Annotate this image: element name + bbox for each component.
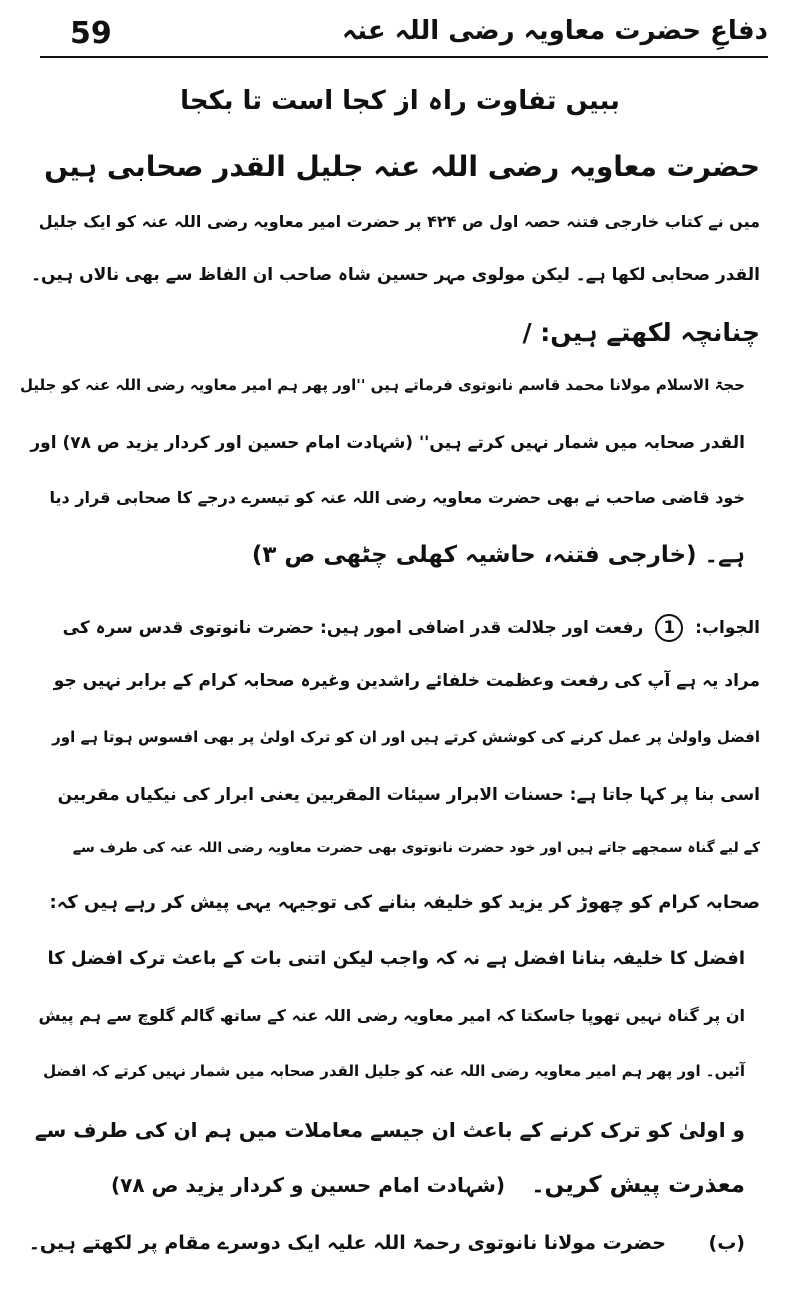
sub-point-text: حضرت مولانا نانوتوی رحمۃ اللہ علیہ ایک دوسرے مقام پر لکھتے ہیں۔ — [28, 1232, 666, 1254]
section-heading: حضرت معاویہ رضی اللہ عنہ جلیل القدر صحابی ہیں — [44, 150, 760, 183]
paragraph-line: القدر صحابی لکھا ہے۔ لیکن مولوی مہر حسین شاہ صاحب ان الفاظ سے بھی نالاں ہیں۔ — [31, 265, 760, 285]
sub-point-label: (ب) — [708, 1232, 745, 1254]
persian-verse: ببیں تفاوت راہ از کجا است تا بکجا — [180, 86, 620, 116]
answer-label: الجواب: — [695, 618, 760, 638]
sub-point-line — [29, 1232, 745, 1254]
quote-line: خود قاضی صاحب نے بھی حضرت معاویہ رضی اللہ عنہ کو تیسرے درجے کا صحابی قرار دیا — [49, 488, 745, 507]
quote-line: القدر صحابہ میں شمار نہیں کرتے ہیں'' (شہادت امام حسین اور کردار یزید ص ۷۸) اور — [30, 433, 745, 453]
paragraph-line: صحابہ کرام کو چھوڑ کر یزید کو خلیفہ بنانے کی توجیہہ یہی پیش کر رہے ہیں کہ: — [49, 892, 760, 913]
answer-first-line — [63, 614, 760, 642]
paragraph-line: میں نے کتاب خارجی فتنہ حصہ اول ص ۴۲۴ پر حضرت امیر معاویہ رضی اللہ عنہ کو ایک جلیل — [38, 212, 760, 231]
quote-line: ہے۔ (خارجی فتنہ، حاشیہ کھلی چٹھی ص ۳) — [251, 542, 745, 568]
point-number-badge: 1 — [655, 614, 683, 642]
paragraph-line: کے لیے گناہ سمجھے جاتے ہیں اور خود حضرت نانوتوی بھی حضرت معاویہ رضی اللہ عنہ کی طرف سے — [72, 840, 760, 856]
running-title: دفاعِ حضرت معاویہ رضی اللہ عنہ — [341, 16, 768, 46]
page-header — [40, 8, 768, 58]
paragraph-line: اسی بنا پر کہا جاتا ہے: حسنات الابرار سیئات المقربین یعنی ابرار کی نیکیاں مقربین — [57, 785, 760, 805]
quote-line — [111, 1172, 745, 1198]
quote-line: و اولیٰ کو ترک کرنے کے باعث ان جیسے معاملات میں ہم ان کی طرف سے — [34, 1118, 745, 1142]
paragraph-line: چنانچہ لکھتے ہیں: / — [522, 318, 760, 347]
quote-line: آئیں۔ اور پھر ہم امیر معاویہ رضی اللہ عنہ کو جلیل القدر صحابہ میں شمار نہیں کرتے کہ افضل — [43, 1062, 745, 1080]
quote-line: ان پر گناہ نہیں تھوپا جاسکتا کہ امیر معاویہ رضی اللہ عنہ کے ساتھ گالم گلوچ سے ہم پیش — [38, 1006, 745, 1025]
paragraph-line: افضل واولیٰ پر عمل کرنے کی کوشش کرتے ہیں اور ان کو ترک اولیٰ پر بھی افسوس ہوتا ہے اور — [52, 728, 760, 746]
answer-text: رفعت اور جلالت قدر اضافی امور ہیں: حضرت نانوتوی قدس سرہ کی — [62, 618, 644, 638]
quote-text: معذرت پیش کریں۔ — [531, 1172, 745, 1198]
citation-reference: (شہادت امام حسین و کردار یزید ص ۷۸) — [110, 1173, 506, 1197]
quote-line: افضل کا خلیفہ بنانا افضل ہے نہ کہ واجب لیکن اتنی بات کے باعث ترک افضل کا — [47, 948, 745, 969]
page-number: 59 — [70, 16, 112, 51]
quote-line: حجۃ الاسلام مولانا محمد قاسم نانوتوی فرماتے ہیں ''اور پھر ہم امیر معاویہ رضی اللہ عنہ کو جلیل — [20, 376, 745, 394]
paragraph-line: مراد یہ ہے آپ کی رفعت وعظمت خلفائے راشدین وغیرہ صحابہ کرام کے برابر نہیں جو — [53, 671, 760, 691]
